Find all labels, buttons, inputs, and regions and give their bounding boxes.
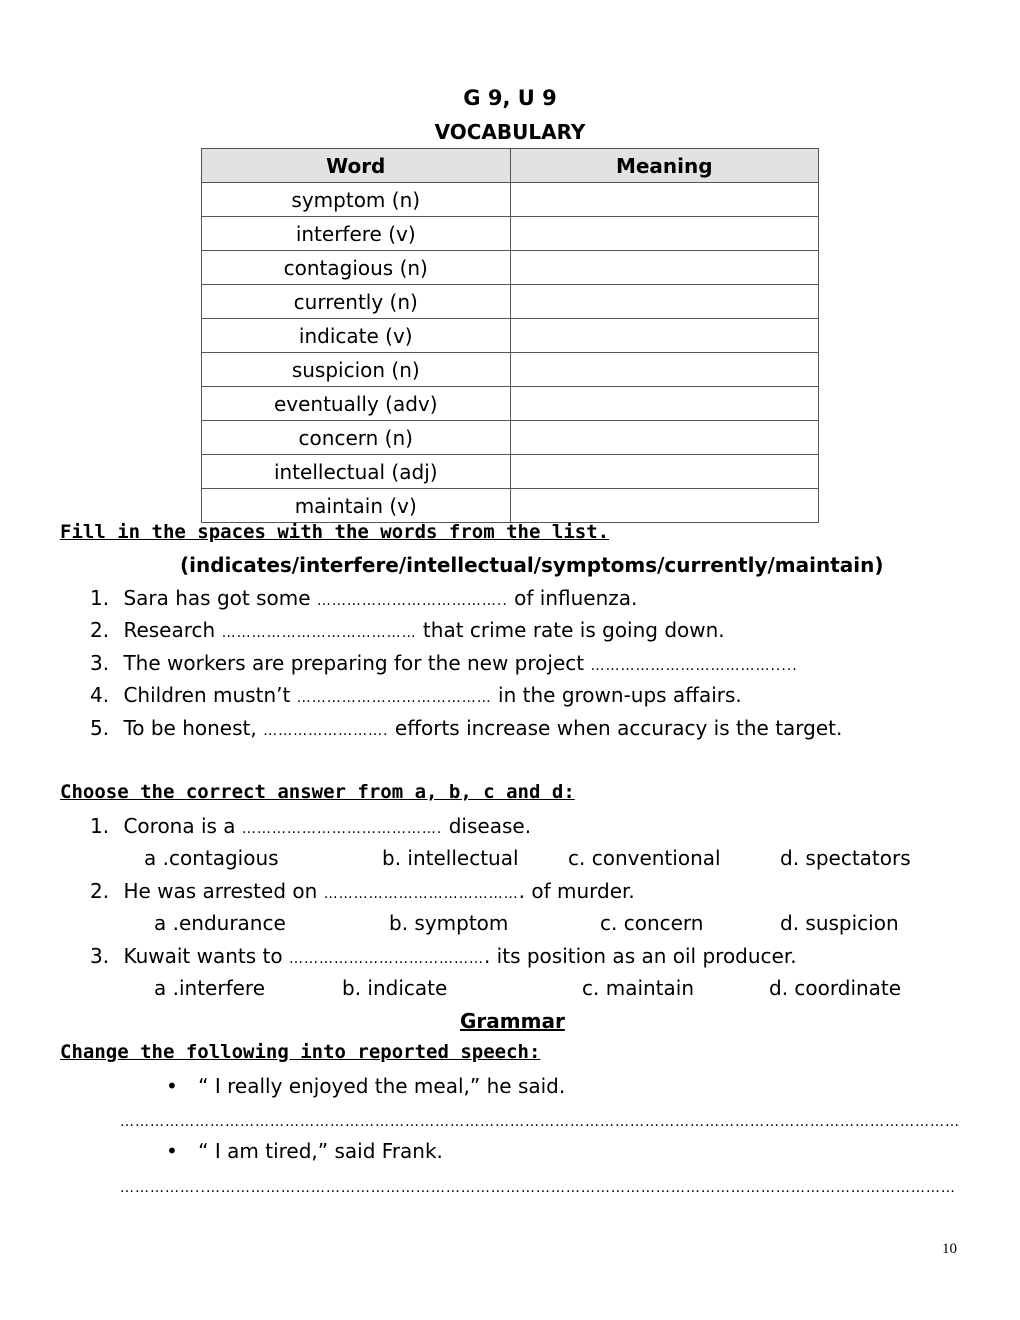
fill-item <box>90 618 725 642</box>
word-cell: suspicion (n) <box>202 353 511 387</box>
option-d[interactable]: d. coordinate <box>769 976 902 1000</box>
question-text-before: Corona is a <box>123 814 242 838</box>
option-d[interactable]: d. suspicion <box>780 911 899 935</box>
question-text-after: disease. <box>442 814 532 838</box>
table-row <box>202 319 819 353</box>
answer-blank[interactable]: ……………………………….. <box>316 593 508 609</box>
meaning-cell[interactable] <box>510 285 819 319</box>
item-number: 1. <box>90 586 110 610</box>
table-row <box>202 455 819 489</box>
question-text-before: Kuwait wants to <box>123 944 289 968</box>
vocabulary-table <box>201 148 819 523</box>
item-text-before: Children mustn’t <box>123 683 297 707</box>
meaning-cell[interactable] <box>510 421 819 455</box>
item-text-after: efforts increase when accuracy is the target. <box>388 716 843 740</box>
item-number: 3. <box>90 651 110 675</box>
fill-in-heading: Fill in the spaces with the words from the list. <box>60 521 610 543</box>
fill-item <box>90 586 637 610</box>
item-text-before: Research <box>123 618 222 642</box>
option-a[interactable]: a .endurance <box>154 911 286 935</box>
answer-line[interactable]: ……………..…………………………………………………………………………………………………………………………………… <box>120 1180 956 1196</box>
question-number: 2. <box>90 879 110 903</box>
word-cell: intellectual (adj) <box>202 455 511 489</box>
option-a[interactable]: a .interfere <box>154 976 266 1000</box>
meaning-cell[interactable] <box>510 489 819 523</box>
meaning-cell[interactable] <box>510 183 819 217</box>
meaning-cell[interactable] <box>510 353 819 387</box>
item-text-after: in the grown-ups affairs. <box>491 683 742 707</box>
answer-blank[interactable]: ……………………. <box>263 723 389 739</box>
answer-blank[interactable]: ………………………………… <box>296 690 492 706</box>
column-header-meaning: Meaning <box>510 149 819 183</box>
table-header-row <box>202 149 819 183</box>
item-text-before: Sara has got some <box>123 586 317 610</box>
option-a[interactable]: a .contagious <box>144 846 279 870</box>
answer-blank[interactable]: …………………………………. <box>241 821 443 837</box>
option-b[interactable]: b. indicate <box>342 976 448 1000</box>
fill-item <box>90 716 842 740</box>
item-text-after: of influenza. <box>507 586 638 610</box>
table-row <box>202 489 819 523</box>
item-number: 5. <box>90 716 110 740</box>
question-text-after: . of murder. <box>518 879 635 903</box>
answer-line[interactable]: …………………………………………………………………………………………………………………………………………………… <box>120 1114 960 1130</box>
word-cell: maintain (v) <box>202 489 511 523</box>
question <box>90 814 531 838</box>
bullet-icon: • <box>166 1074 178 1098</box>
item-number: 4. <box>90 683 110 707</box>
meaning-cell[interactable] <box>510 319 819 353</box>
word-cell: interfere (v) <box>202 217 511 251</box>
option-b[interactable]: b. symptom <box>389 911 509 935</box>
word-cell: currently (n) <box>202 285 511 319</box>
item-text-after: that crime rate is going down. <box>416 618 725 642</box>
question-text-before: He was arrested on <box>123 879 324 903</box>
meaning-cell[interactable] <box>510 455 819 489</box>
item-text-before: To be honest, <box>123 716 264 740</box>
meaning-cell[interactable] <box>510 251 819 285</box>
word-cell: symptom (n) <box>202 183 511 217</box>
item-text-before: The workers are preparing for the new project <box>123 651 591 675</box>
table-row <box>202 387 819 421</box>
bullet-item <box>166 1139 443 1163</box>
question-number: 3. <box>90 944 110 968</box>
table-row <box>202 183 819 217</box>
bullet-icon: • <box>166 1139 178 1163</box>
fill-item <box>90 683 742 707</box>
word-cell: concern (n) <box>202 421 511 455</box>
word-cell: contagious (n) <box>202 251 511 285</box>
meaning-cell[interactable] <box>510 217 819 251</box>
direct-speech-text: “ I am tired,” said Frank. <box>198 1139 443 1163</box>
option-d[interactable]: d. spectators <box>780 846 911 870</box>
question <box>90 944 797 968</box>
item-number: 2. <box>90 618 110 642</box>
choose-heading: Choose the correct answer from a, b, c and d: <box>60 781 575 803</box>
table-row <box>202 353 819 387</box>
option-c[interactable]: c. conventional <box>568 846 721 870</box>
word-list: (indicates/interfere/intellectual/symptoms/currently/maintain) <box>180 553 884 577</box>
answer-blank[interactable]: ………………………………… <box>323 886 519 902</box>
table-row <box>202 421 819 455</box>
answer-blank[interactable]: ………………………………..... <box>590 658 798 674</box>
table-row <box>202 251 819 285</box>
question-number: 1. <box>90 814 110 838</box>
meaning-cell[interactable] <box>510 387 819 421</box>
word-cell: indicate (v) <box>202 319 511 353</box>
direct-speech-text: “ I really enjoyed the meal,” he said. <box>198 1074 566 1098</box>
grammar-title: Grammar <box>460 1009 565 1033</box>
answer-blank[interactable]: ………………………………… <box>221 625 417 641</box>
vocabulary-heading: VOCABULARY <box>434 120 586 144</box>
question <box>90 879 635 903</box>
answer-blank[interactable]: ………………………………… <box>288 951 484 967</box>
option-b[interactable]: b. intellectual <box>382 846 519 870</box>
question-text-after: . its position as an oil producer. <box>483 944 797 968</box>
word-cell: eventually (adv) <box>202 387 511 421</box>
page-number: 10 <box>942 1241 957 1257</box>
table-row <box>202 285 819 319</box>
option-c[interactable]: c. maintain <box>582 976 695 1000</box>
bullet-item <box>166 1074 565 1098</box>
page-title: G 9, U 9 <box>463 86 557 110</box>
fill-item <box>90 651 798 675</box>
option-c[interactable]: c. concern <box>600 911 704 935</box>
column-header-word: Word <box>202 149 511 183</box>
reported-speech-heading: Change the following into reported speech: <box>60 1041 541 1063</box>
table-row <box>202 217 819 251</box>
